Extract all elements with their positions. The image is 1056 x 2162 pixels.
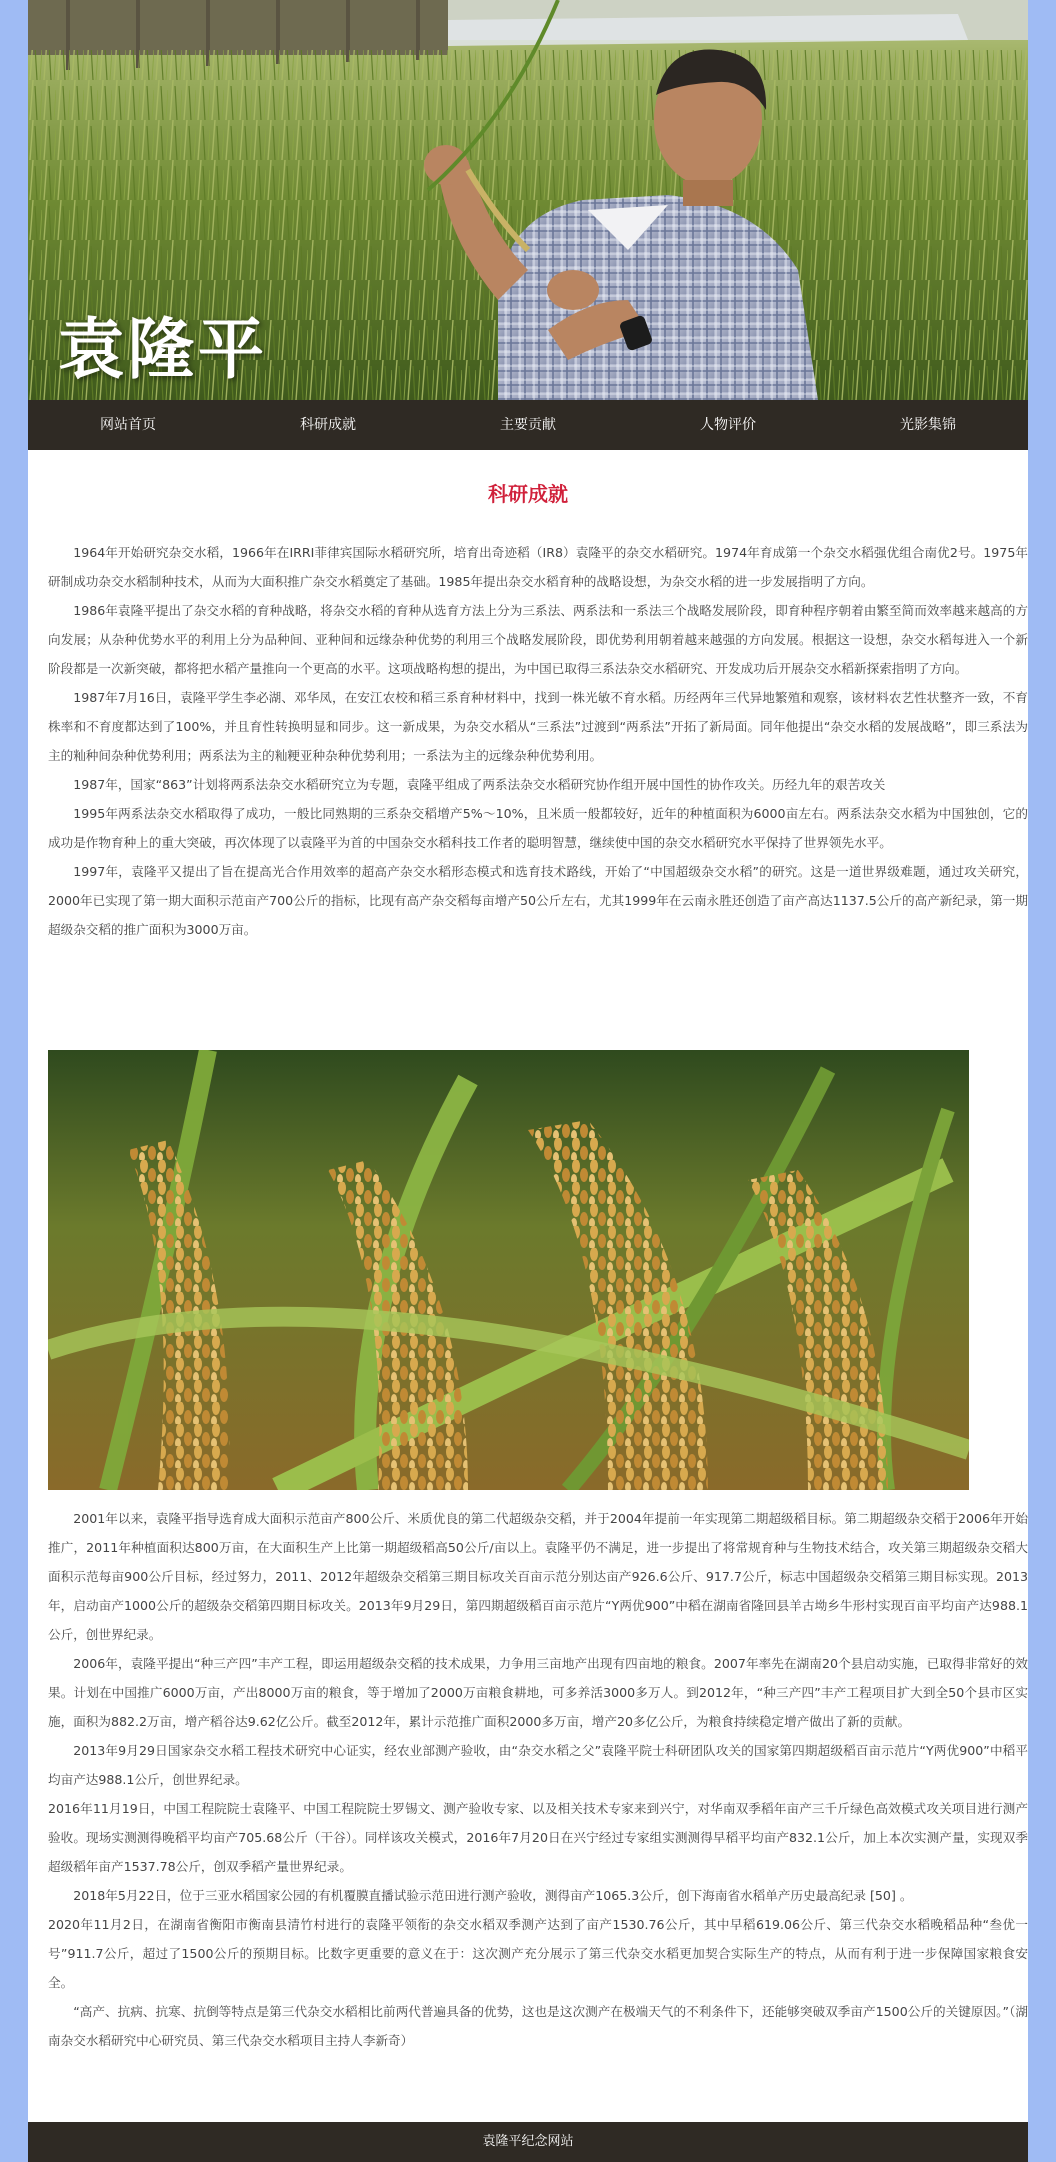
hero-banner [28, 0, 1028, 400]
article-bottom [48, 1504, 1028, 2055]
footer: 袁隆平纪念网站 [28, 2122, 1028, 2162]
nav-item-gallery[interactable]: 光影集锦 [900, 417, 956, 433]
site-title: 袁隆平 [58, 311, 268, 388]
paragraph: 1986年袁隆平提出了杂交水稻的育种战略，将杂交水稻的育种从选育方法上分为三系法、两系法和一系法三个战略发展阶段，即育种程序朝着由繁至简而效率越来越高的方向发展；从杂种优势水平的利用上分为品种间、亚种间和远缘杂种优势的利用三个战略发展阶段，即优势利用朝着越来越强的方向发展。根据这一设想，杂交水稻每进入一个新阶段都是一次新突破，都将把水稻产量推向一个更高的水平。这项战略构想的提出，为中国已取得三系法杂交水稻研究、开发成功后开展杂交水稻新探索指明了方向。 [48, 603, 1028, 676]
paragraph: 2013年9月29日国家杂交水稻工程技术研究中心证实，经农业部测产验收，由“杂交水稻之父”袁隆平院士科研团队攻关的国家第四期超级稻百亩示范片“Y两优900”中稻平均亩产达988.1公斤，创世界纪录。 [48, 1743, 1028, 1787]
paragraph: 2016年11月19日，中国工程院院士袁隆平、中国工程院院士罗锡文、测产验收专家、以及相关技术专家来到兴宁，对华南双季稻年亩产三千斤绿色高效模式攻关项目进行测产验收。现场实测测得晚稻平均亩产705.68公斤（干谷）。同样该攻关模式，2016年7月20日在兴宁经过专家组实测测得早稻平均亩产832.1公斤，加上本次实测产量，实现双季超级稻年亩产1537.78公斤，创双季稻产量世界纪录。 [48, 1801, 1028, 1874]
nav-item-contributions[interactable]: 主要贡献 [500, 417, 556, 433]
rice-photo [48, 1050, 969, 1490]
section-title: 科研成就 [488, 482, 568, 506]
quote-paragraph: “高产、抗病、抗寒、抗倒等特点是第三代杂交水稻相比前两代普遍具备的优势，这也是这次测产在极端天气的不利条件下，还能够突破双季亩产1500公斤的关键原因。”（湖南杂交水稻研究中心研究员、第三代杂交水稻项目主持人李新奇） [48, 2004, 1028, 2048]
page-container [28, 0, 1028, 2162]
nav-item-evaluation[interactable]: 人物评价 [700, 417, 756, 433]
paragraph: 2018年5月22日，位于三亚水稻国家公园的有机覆膜直播试验示范田进行测产验收，测得亩产1065.3公斤，创下海南省水稻单产历史最高纪录 [50] 。 [73, 1888, 913, 1903]
paragraph: 1995年两系法杂交水稻取得了成功，一般比同熟期的三系杂交稻增产5%～10%，且米质一般都较好，近年的种植面积为6000亩左右。两系法杂交水稻为中国独创，它的成功是作物育种上的重大突破，再次体现了以袁隆平为首的中国杂交水稻科技工作者的聪明智慧，继续使中国的杂交水稻研究水平保持了世界领先水平。 [48, 806, 1028, 850]
paragraph: 2020年11月2日，在湖南省衡阳市衡南县清竹村进行的袁隆平领衔的杂交水稻双季测产达到了亩产1530.76公斤，其中早稻619.06公斤、第三代杂交水稻晚稻品种“叁优一号”911.7公斤，超过了1500公斤的预期目标。比数字更重要的意义在于：这次测产充分展示了第三代杂交水稻更加契合实际生产的特点，从而有利于进一步保障国家粮食安全。 [48, 1917, 1028, 1990]
paragraph: 1987年，国家“863”计划将两系法杂交水稻研究立为专题，袁隆平组成了两系法杂交水稻研究协作组开展中国性的协作攻关。历经九年的艰苦攻关 [73, 777, 886, 792]
nav-item-research[interactable]: 科研成就 [300, 417, 356, 433]
main-nav [28, 400, 1028, 450]
paragraph: 1964年开始研究杂交水稻，1966年在IRRI菲律宾国际水稻研究所，培育出奇迹稻（IR8）袁隆平的杂交水稻研究。1974年育成第一个杂交水稻强优组合南优2号。1975年研制成功杂交水稻制种技术，从而为大面积推广杂交水稻奠定了基础。1985年提出杂交水稻育种的战略设想，为杂交水稻的进一步发展指明了方向。 [48, 545, 1028, 589]
paragraph: 1997年，袁隆平又提出了旨在提高光合作用效率的超高产杂交水稻形态模式和选育技术路线，开始了“中国超级杂交水稻”的研究。这是一道世界级难题，通过攻关研究，2000年已实现了第一期大面积示范亩产700公斤的指标，比现有高产杂交稻每亩增产50公斤左右，尤其1999年在云南永胜还创造了亩产高达1137.5公斤的高产新纪录，第一期超级杂交稻的推广面积为3000万亩。 [48, 864, 1028, 937]
paragraph: 1987年7月16日，袁隆平学生李必湖、邓华凤，在安江农校和稻三系育种材料中，找到一株光敏不育水稻。历经两年三代异地繁殖和观察，该材料农艺性状整齐一致，不育株率和不育度都达到了100%，并且育性转换明显和同步。这一新成果，为杂交水稻从“三系法”过渡到“两系法”开拓了新局面。同年他提出“杂交水稻的发展战略”，即三系法为主的籼种间杂种优势利用；两系法为主的籼粳亚种杂种优势利用；一系法为主的远缘杂种优势利用。 [48, 690, 1028, 763]
paragraph: 2006年，袁隆平提出“种三产四”丰产工程，即运用超级杂交稻的技术成果，力争用三亩地产出现有四亩地的粮食。2007年率先在湖南20个县启动实施，已取得非常好的效果。计划在中国推广6000万亩，产出8000万亩的粮食，等于增加了2000万亩粮食耕地，可多养活3000多万人。到2012年，“种三产四”丰产工程项目扩大到全50个县市区实施，面积为882.2万亩，增产稻谷达9.62亿公斤。截至2012年，累计示范推广面积2000多万亩，增产20多亿公斤，为粮食持续稳定增产做出了新的贡献。 [48, 1656, 1028, 1729]
article-top [48, 538, 1028, 944]
paragraph: 2001年以来，袁隆平指导选育成大面积示范亩产800公斤、米质优良的第二代超级杂交稻，并于2004年提前一年实现第二期超级稻目标。第二期超级杂交稻于2006年开始推广，2011年种植面积达800万亩，在大面积生产上比第一期超级稻高50公斤/亩以上。袁隆平仍不满足，进一步提出了将常规育种与生物技术结合，攻关第三期超级杂交稻大面积示范每亩900公斤目标，经过努力，2011、2012年超级杂交稻第三期目标攻关百亩示范分别达亩产926.6公斤、917.7公斤，标志中国超级杂交稻第三期目标实现。2013年，启动亩产1000公斤的超级杂交稻第四期目标攻关。2013年9月29日，第四期超级稻百亩示范片“Y两优900”中稻在湖南省隆回县羊古坳乡牛形村实现百亩平均亩产达988.1公斤，创世界纪录。 [48, 1511, 1028, 1642]
nav-item-home[interactable]: 网站首页 [100, 417, 156, 433]
